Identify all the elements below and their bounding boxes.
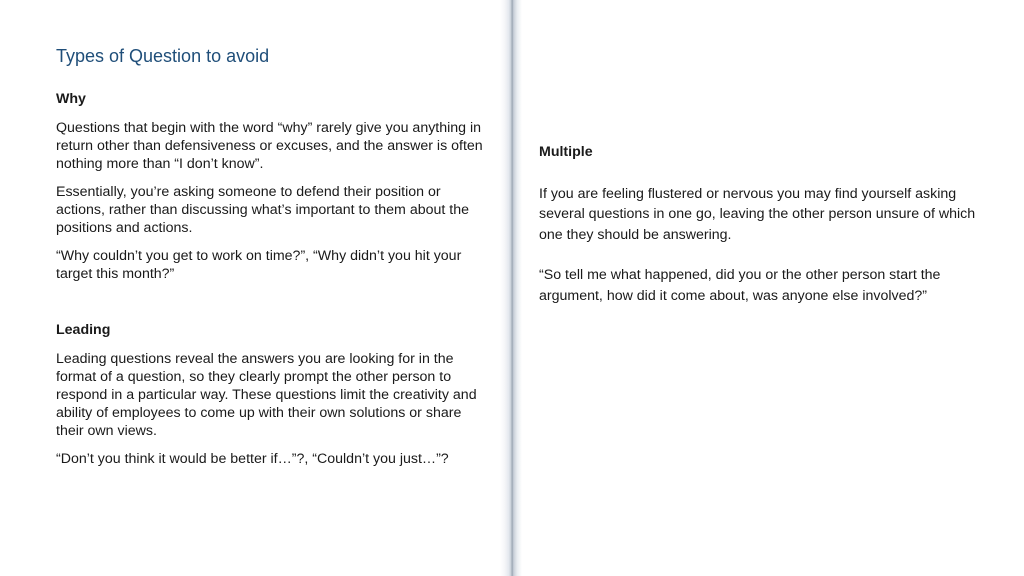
why-paragraph-1: Questions that begin with the word “why” rarely give you anything in return other than defensiveness or excuses, and the answer is often nothing more than “I don’t know”. [56,120,483,172]
leading-paragraph-1: Leading questions reveal the answers you are looking for in the format of a question, so they clearly prompt the other person to respond in a particular way. These questions limit the creativity and ability of employees to come up with their own solutions or share their own views. [56,351,477,439]
left-column [56,90,486,478]
multiple-example: “So tell me what happened, did you or the other person start the argument, how did it come about, was anyone else involved?” [539,267,941,304]
leading-heading: Leading [56,322,111,338]
multiple-paragraph-1: If you are feeling flustered or nervous you may find yourself asking several questions in one go, leaving the other person unsure of which one they should be answering. [539,185,976,243]
why-heading: Why [56,91,86,107]
column-divider [500,0,522,576]
section-spacer [56,293,486,321]
right-column [539,142,979,326]
multiple-heading: Multiple [539,144,593,160]
leading-example: “Don’t you think it would be better if…”?, “Couldn’t you just…”? [56,451,449,467]
why-paragraph-2: Essentially, you’re asking someone to defend their position or actions, rather than discussing what’s important to them about the positions and actions. [56,184,469,236]
page-title: Types of Question to avoid [56,46,270,66]
why-example: “Why couldn’t you get to work on time?”, “Why didn’t you hit your target this month?” [56,248,462,282]
